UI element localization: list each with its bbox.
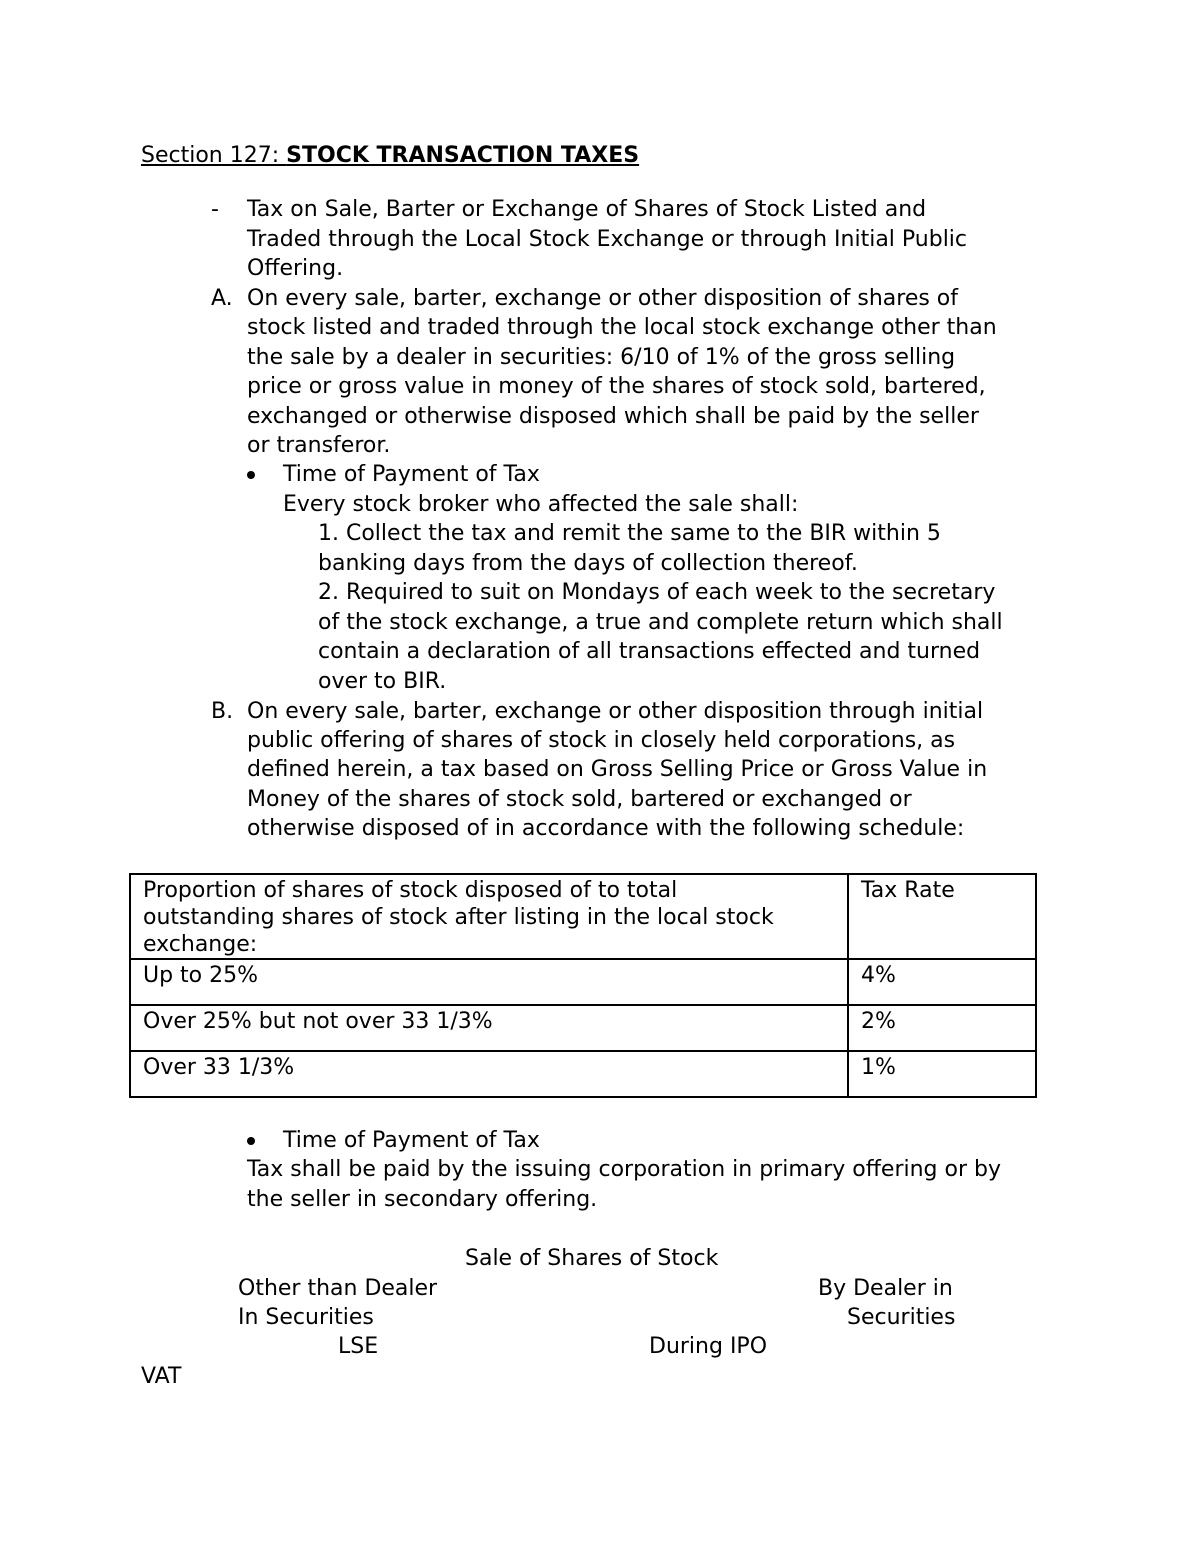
section-title: [141, 141, 639, 171]
bullet2-line: the seller in secondary offering.: [247, 1187, 598, 1212]
bullet2-line: Tax shall be paid by the issuing corporation in primary offering or by: [247, 1157, 1001, 1182]
table-cell-rate: 2%: [848, 1005, 1036, 1051]
diagram-vat-label: VAT: [141, 1364, 182, 1389]
item-b-line: otherwise disposed of in accordance with the following schedule:: [247, 816, 965, 841]
diagram-right-label: Securities: [847, 1305, 956, 1330]
numbered-line: 2. Required to suit on Mondays of each week to the secretary: [318, 580, 996, 605]
diagram-lse-label: LSE: [338, 1334, 379, 1359]
item-b-line: defined herein, a tax based on Gross Selling Price or Gross Value in: [247, 757, 988, 782]
table-header-line: outstanding shares of stock after listing in the local stock: [143, 905, 774, 930]
dash-marker: -: [211, 197, 219, 222]
item-a-line: stock listed and traded through the local stock exchange other than: [247, 315, 997, 340]
item-b-line: public offering of shares of stock in closely held corporations, as: [247, 728, 956, 753]
bullet-icon: [247, 1137, 255, 1145]
item-b-line: Money of the shares of stock sold, bartered or exchanged or: [247, 787, 912, 812]
item-b-line: On every sale, barter, exchange or other disposition through initial: [247, 699, 984, 724]
table-cell-rate: 1%: [848, 1051, 1036, 1097]
dash-item-line: Offering.: [247, 256, 344, 281]
table-header-proportion: [130, 874, 848, 959]
table-row: [130, 1005, 1036, 1051]
item-a-marker: A.: [211, 286, 233, 311]
table-cell-rate: 4%: [848, 959, 1036, 1005]
dash-item-line: Traded through the Local Stock Exchange or through Initial Public: [247, 227, 968, 252]
table-row: [130, 1051, 1036, 1097]
table-header-row: [130, 874, 1036, 959]
item-a-line: exchanged or otherwise disposed which shall be paid by the seller: [247, 404, 979, 429]
bullet-intro: Every stock broker who affected the sale shall:: [283, 492, 799, 517]
numbered-line: banking days from the days of collection thereof.: [318, 551, 858, 576]
numbered-line: contain a declaration of all transactions effected and turned: [318, 639, 981, 664]
table-cell-proportion: Over 33 1/3%: [130, 1051, 848, 1097]
table-header-line: Proportion of shares of stock disposed of to total: [143, 878, 678, 903]
tax-schedule-table: [129, 873, 1037, 1098]
numbered-line: of the stock exchange, a true and complete return which shall: [318, 610, 1003, 635]
diagram-left-label: Other than Dealer: [238, 1276, 438, 1301]
table-header-tax-rate: Tax Rate: [848, 874, 1036, 959]
item-a-line: price or gross value in money of the shares of stock sold, bartered,: [247, 374, 986, 399]
numbered-line: over to BIR.: [318, 669, 447, 694]
bullet-title: Time of Payment of Tax: [283, 462, 540, 487]
diagram-ipo-label: During IPO: [649, 1334, 768, 1359]
section-title-bold: STOCK TRANSACTION TAXES: [286, 143, 640, 168]
item-a-line: the sale by a dealer in securities: 6/10 of 1% of the gross selling: [247, 345, 956, 370]
item-b-marker: B.: [211, 699, 234, 724]
table-header-line: exchange:: [143, 932, 258, 957]
section-title-prefix: Section 127:: [141, 143, 287, 168]
dash-item-line: Tax on Sale, Barter or Exchange of Shares of Stock Listed and: [247, 197, 927, 222]
item-a-line: On every sale, barter, exchange or other disposition of shares of: [247, 286, 959, 311]
table-cell-proportion: Up to 25%: [130, 959, 848, 1005]
bullet-icon: [247, 471, 255, 479]
numbered-line: 1. Collect the tax and remit the same to the BIR within 5: [318, 521, 941, 546]
table-cell-proportion: Over 25% but not over 33 1/3%: [130, 1005, 848, 1051]
diagram-left-label: In Securities: [238, 1305, 374, 1330]
diagram-right-label: By Dealer in: [818, 1276, 953, 1301]
bullet2-title: Time of Payment of Tax: [283, 1128, 540, 1153]
item-a-line: or transferor.: [247, 433, 391, 458]
table-row: [130, 959, 1036, 1005]
diagram-top-label: Sale of Shares of Stock: [465, 1246, 719, 1271]
